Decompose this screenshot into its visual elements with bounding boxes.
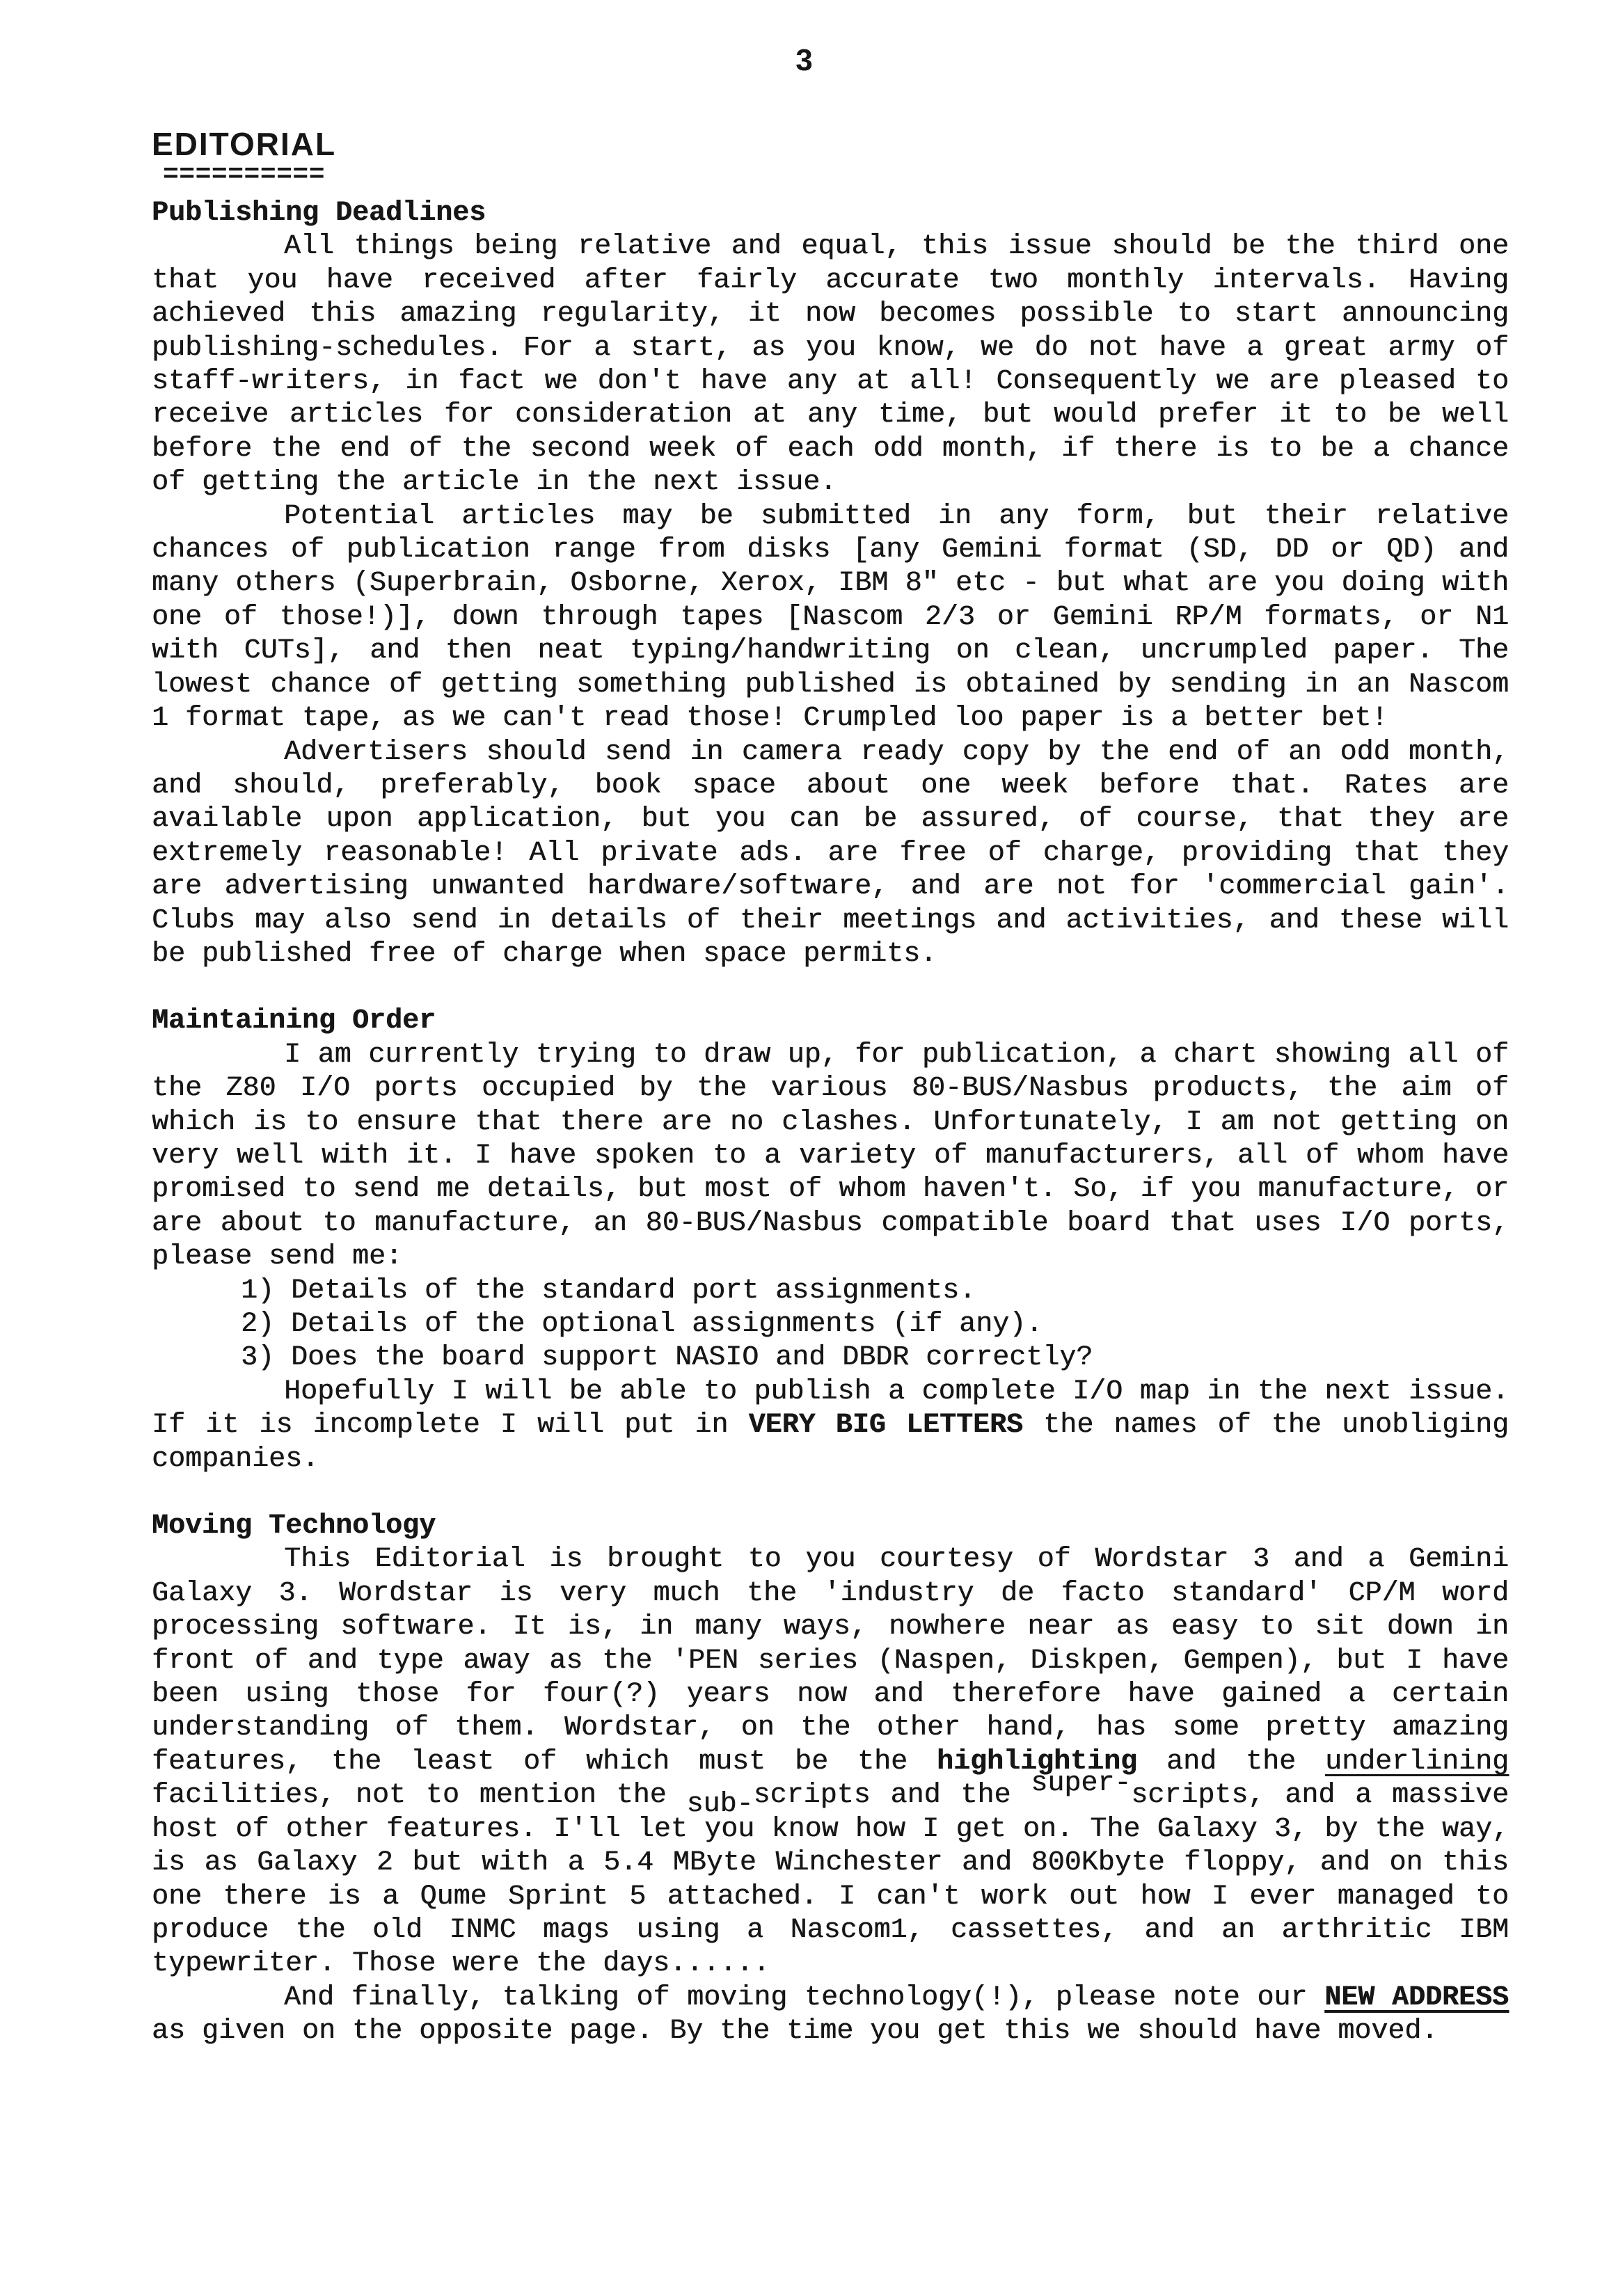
paragraph <box>152 736 1509 972</box>
text-line: is as Galaxy 2 but with a 5.4 MByte Winchester and 800Kbyte floppy, and on this <box>152 1847 1509 1879</box>
text-line: that you have received after fairly accurate two monthly intervals. Having <box>152 264 1509 296</box>
paragraph <box>152 1982 1509 2049</box>
text-line: facilities, not to mention the sub-scripts and the super-scripts, and a massive <box>152 1768 1509 1821</box>
text-line: very well with it. I have spoken to a variety of manufacturers, all of whom have <box>152 1140 1509 1172</box>
text-line: typewriter. Those were the days...... <box>152 1948 770 1980</box>
editorial-title: EDITORIAL <box>152 126 337 162</box>
text-line: Clubs may also send in details of their meetings and activities, and these will <box>152 904 1509 936</box>
text-line: lowest chance of getting something published is obtained by sending in an Nascom <box>152 669 1509 701</box>
text-line: of getting the article in the next issue. <box>152 467 837 499</box>
text-line: been using those for four(?) years now and therefore have gained a certain <box>152 1679 1509 1711</box>
text-line: many others (Superbrain, Osborne, Xerox, IBM 8" etc - but what are you doing with <box>152 568 1509 600</box>
bold-text: highlighting <box>936 1746 1137 1778</box>
paragraph <box>152 1376 1509 1476</box>
paragraph <box>152 500 1509 736</box>
paragraph <box>152 1543 1509 1981</box>
superscript-text: super- <box>1031 1768 1132 1800</box>
paragraph <box>152 1039 1509 1275</box>
section-heading: Moving Technology <box>152 1510 436 1542</box>
text-line: before the end of the second week of each odd month, if there is to be a chance <box>152 433 1509 465</box>
text-line: host of other features. I'll let you know how I get on. The Galaxy 3, by the way, <box>152 1813 1509 1845</box>
text-line: and should, preferably, book space about one week before that. Rates are <box>152 770 1509 802</box>
subscript-text: sub- <box>686 1789 754 1821</box>
text-line: are advertising unwanted hardware/software, and are not for 'commercial gain'. <box>152 871 1509 903</box>
page-content <box>152 127 1509 2049</box>
text-line: This Editorial is brought to you courtesy of Wordstar 3 and a Gemini <box>284 1544 1509 1576</box>
numbered-list <box>152 1275 1509 1376</box>
bold-text: VERY BIG LETTERS <box>748 1410 1023 1442</box>
text-line: processing software. It is, in many ways, nowhere near as easy to sit down in <box>152 1611 1509 1643</box>
section-heading: Publishing Deadlines <box>152 198 486 229</box>
text-line: receive articles for consideration at any time, but would prefer it to be well <box>152 399 1509 431</box>
text-line: one there is a Qume Sprint 5 attached. I can't work out how I ever managed to <box>152 1881 1509 1913</box>
text-line: available upon application, but you can be assured, of course, that they are <box>152 804 1509 836</box>
text-line: front of and type away as the 'PEN series (Naspen, Diskpen, Gempen), but I have <box>152 1645 1509 1677</box>
text-line: And finally, talking of moving technology(!), please note our NEW ADDRESS <box>284 1982 1509 2014</box>
paragraph <box>152 230 1509 500</box>
text-line: extremely reasonable! All private ads. are free of charge, providing that they <box>152 837 1509 869</box>
text-line: If it is incomplete I will put in VERY BIG LETTERS the names of the unobliging <box>152 1410 1509 1442</box>
document-body <box>152 197 1509 2049</box>
text-line: one of those!)], down through tapes [Nascom 2/3 or Gemini RP/M formats, or N1 <box>152 601 1509 633</box>
text-line: please send me: <box>152 1241 403 1273</box>
text-line: Hopefully I will be able to publish a complete I/O map in the next issue. <box>284 1376 1509 1408</box>
text-line: staff-writers, in fact we don't have any at all! Consequently we are pleased to <box>152 366 1509 398</box>
list-item: 1) Details of the standard port assignments. <box>241 1275 976 1307</box>
text-line: achieved this amazing regularity, it now becomes possible to start announcing <box>152 298 1509 330</box>
bold-underlined-text: NEW ADDRESS <box>1324 1982 1509 2014</box>
text-line: are about to manufacture, an 80-BUS/Nasbus compatible board that uses I/O ports, <box>152 1207 1509 1239</box>
text-line: Potential articles may be submitted in any form, but their relative <box>284 500 1509 532</box>
editorial-title-underline: ========== <box>163 160 326 190</box>
text-line: publishing-schedules. For a start, as you know, we do not have a great army of <box>152 332 1509 364</box>
text-line: Galaxy 3. Wordstar is very much the 'industry de facto standard' CP/M word <box>152 1577 1509 1609</box>
text-line: produce the old INMC mags using a Nascom1, cassettes, and an arthritic IBM <box>152 1914 1509 1946</box>
text-line: features, the least of which must be the highlighting and the underlining <box>152 1746 1509 1778</box>
text-line: Advertisers should send in camera ready copy by the end of an odd month, <box>284 736 1509 768</box>
text-line: companies. <box>152 1443 319 1475</box>
text-line: the Z80 I/O ports occupied by the various 80-BUS/Nasbus products, the aim of <box>152 1073 1509 1105</box>
text-line: as given on the opposite page. By the time you get this we should have moved. <box>152 2016 1438 2048</box>
list-item: 3) Does the board support NASIO and DBDR correctly? <box>241 1342 1093 1374</box>
text-line: be published free of charge when space permits. <box>152 938 937 970</box>
text-line: chances of publication range from disks [any Gemini format (SD, DD or QD) and <box>152 534 1509 566</box>
text-line: All things being relative and equal, this issue should be the third one <box>284 231 1509 263</box>
section-heading: Maintaining Order <box>152 1005 436 1037</box>
text-line: which is to ensure that there are no clashes. Unfortunately, I am not getting on <box>152 1106 1509 1138</box>
list-item: 2) Details of the optional assignments (if any). <box>241 1309 1043 1340</box>
text-line: I am currently trying to draw up, for publication, a chart showing all of <box>284 1039 1509 1071</box>
text-line: promised to send me details, but most of whom haven't. So, if you manufacture, or <box>152 1174 1509 1206</box>
text-line: 1 format tape, as we can't read those! Crumpled loo paper is a better bet! <box>152 703 1388 735</box>
text-line: understanding of them. Wordstar, on the other hand, has some pretty amazing <box>152 1712 1509 1744</box>
page-number: 3 <box>795 43 814 77</box>
text-line: with CUTs], and then neat typing/handwriting on clean, uncrumpled paper. The <box>152 635 1509 667</box>
underlined-text: underlining <box>1324 1746 1509 1778</box>
